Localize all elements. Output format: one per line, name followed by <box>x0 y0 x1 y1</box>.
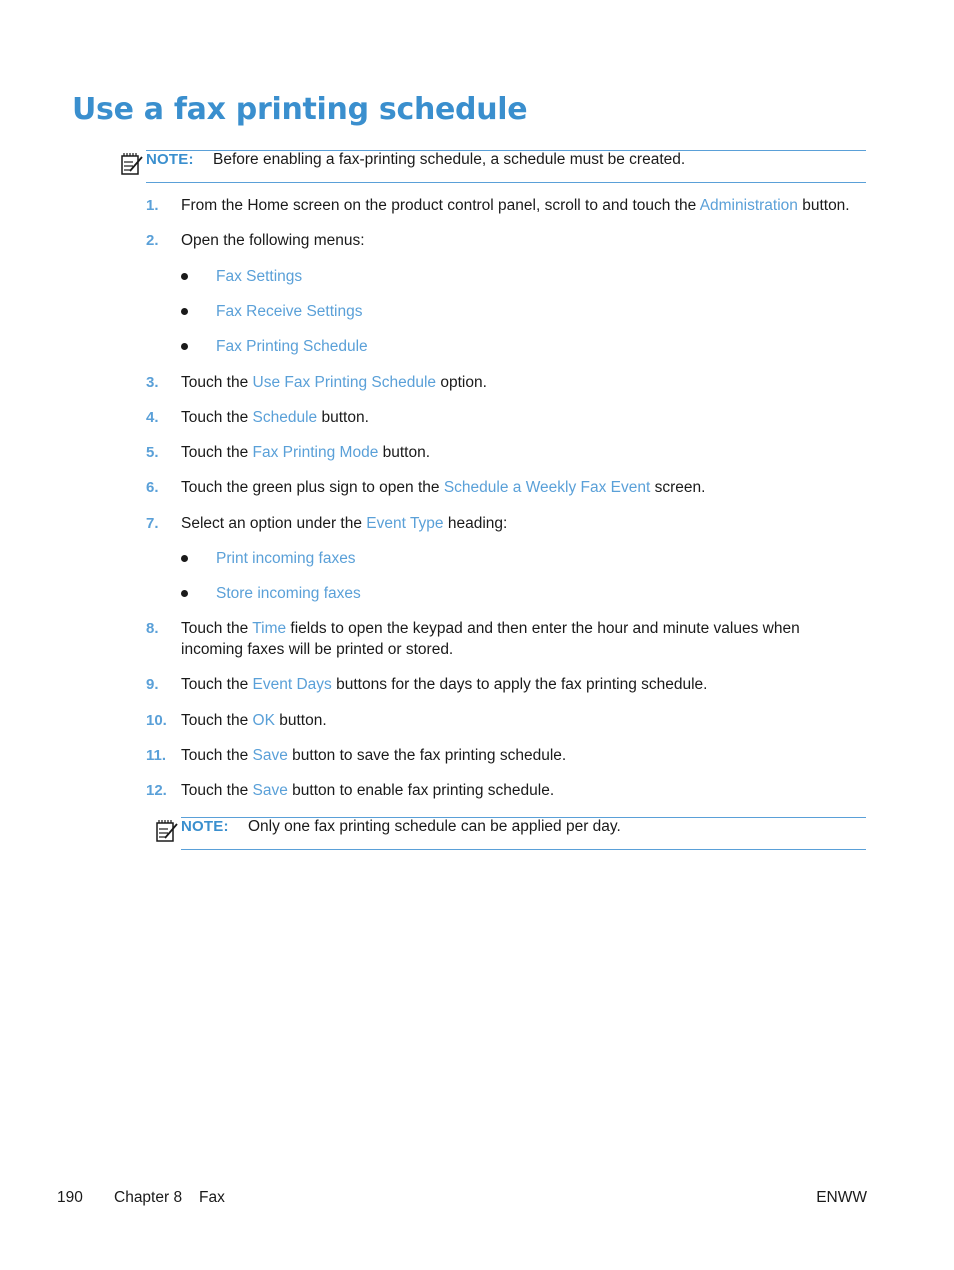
note-text: Before enabling a fax-printing schedule, a schedule must be created. <box>213 151 686 168</box>
note-icon <box>120 152 144 176</box>
ui-term: Schedule a Weekly Fax Event <box>443 479 651 496</box>
menu-item-label: Fax Settings <box>216 268 303 285</box>
step-1 <box>146 195 866 216</box>
step-6 <box>146 477 866 498</box>
step-7 <box>146 513 866 534</box>
step-text: Select an option under the Event Type heading: <box>181 515 508 532</box>
bullet-icon <box>181 273 188 280</box>
step-number: 8. <box>146 620 159 637</box>
note-box <box>181 817 866 850</box>
ui-term: Save <box>252 747 288 764</box>
ui-term: Fax Printing Mode <box>252 444 379 461</box>
step-11 <box>146 745 866 766</box>
ui-term: Time <box>252 620 287 637</box>
step-number: 7. <box>146 515 159 532</box>
note-text: Only one fax printing schedule can be applied per day. <box>248 818 621 835</box>
ui-term: Save <box>252 782 288 799</box>
step-number: 11. <box>146 747 167 764</box>
bullet-icon <box>181 590 188 597</box>
bullet-icon <box>181 343 188 350</box>
chapter-label: Chapter 8 <box>114 1189 183 1206</box>
step-text: Touch the Save button to enable fax printing schedule. <box>181 782 555 799</box>
step-text: Touch the Save button to save the fax printing schedule. <box>181 747 567 764</box>
ui-term: Event Type <box>366 515 444 532</box>
step-number: 1. <box>146 197 159 214</box>
ui-term: Use Fax Printing Schedule <box>252 374 437 391</box>
step-number: 10. <box>146 712 167 729</box>
ui-term: Event Days <box>252 676 332 693</box>
step-number: 4. <box>146 409 159 426</box>
step-5 <box>146 442 866 463</box>
step-text: Touch the Use Fax Printing Schedule option. <box>181 374 487 391</box>
event-type-label: Print incoming faxes <box>216 550 356 567</box>
step-text: Touch the OK button. <box>181 712 327 729</box>
step-4 <box>146 407 866 428</box>
note-box <box>146 150 866 183</box>
page-number: 190 <box>57 1189 83 1206</box>
step-number: 2. <box>146 232 159 249</box>
edition-label: ENWW <box>816 1189 867 1206</box>
step-text: Open the following menus: <box>181 232 365 249</box>
step-2 <box>146 230 866 251</box>
step-text: Touch the Time fields to open the keypad and then enter the hour and minute values when incoming faxes will be printed or stored. <box>181 620 800 658</box>
note-label: NOTE: <box>146 151 194 168</box>
menu-item-label: Fax Printing Schedule <box>216 338 368 355</box>
step-text: Touch the green plus sign to open the Schedule a Weekly Fax Event screen. <box>181 479 706 496</box>
event-type-label: Store incoming faxes <box>216 585 361 602</box>
note-icon <box>155 819 179 843</box>
step-text: Touch the Event Days buttons for the days to apply the fax printing schedule. <box>181 676 708 693</box>
bullet-icon <box>181 555 188 562</box>
step-9 <box>146 674 866 695</box>
step-number: 5. <box>146 444 159 461</box>
step-number: 12. <box>146 782 167 799</box>
ui-term: Administration <box>699 197 798 214</box>
ui-term: Schedule <box>252 409 318 426</box>
step-10 <box>146 710 866 731</box>
section-label: Fax <box>199 1189 225 1206</box>
menu-item-label: Fax Receive Settings <box>216 303 363 320</box>
page-title: Use a fax printing schedule <box>72 92 528 127</box>
step-number: 3. <box>146 374 159 391</box>
step-text: Touch the Schedule button. <box>181 409 369 426</box>
step-text: Touch the Fax Printing Mode button. <box>181 444 431 461</box>
step-3 <box>146 372 866 393</box>
step-number: 6. <box>146 479 159 496</box>
step-12 <box>146 780 866 801</box>
ui-term: OK <box>252 712 275 729</box>
step-number: 9. <box>146 676 159 693</box>
step-text: From the Home screen on the product control panel, scroll to and touch the Administration button. <box>181 197 850 214</box>
note-label: NOTE: <box>181 818 229 835</box>
bullet-icon <box>181 308 188 315</box>
step-8 <box>146 618 866 660</box>
